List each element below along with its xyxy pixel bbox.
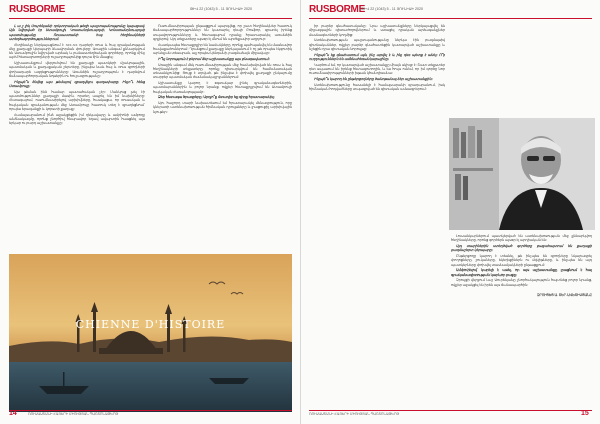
article-paragraph: Այդ տարիներին ստեղծված գործերը բացահայտում են քաղաքի բազմաշերտ կերպարը։	[451, 243, 592, 253]
issue-header: ԹԻՎ 22 (1043) 5 - 11 ՅՈՒՆԻՍԻ 2020	[190, 7, 252, 11]
article-paragraph: Լուսանկարներում պատկերված են ատենախոսության մեջ քննարկվող հեղինակները, որոնց գործերն այսօր էլ արդիական են։	[451, 234, 592, 243]
page-number: 14	[9, 410, 17, 417]
footer-text: ՌՈՒՍԱՍՏԱՆԻ ՀԱՅԵՐԻ ՄԻՈՒԹՅԱՆ ՊԱՇՏՈՆԱԹԵՐԹ	[28, 412, 119, 416]
article-paragraph: Զրույցի վերջում Լաշ Սուրենյանը շնորհակալություն հայտնեց բոլոր նրանց, ովքեր աջակցել են իրեն այս ճանապարհին։	[451, 278, 592, 287]
article-paragraph: Հատկապես հետաքրքիր են նամակները, որոնք պահպանվել են մասնավոր հավաքածուներում։ Դրանցում քաղաքը ներկայանում է ոչ թե որպես էկզոտիկ արևելյան տեսարան, այլ որպես կենդանի, բազմաձայն միջավայր։	[153, 42, 292, 56]
article-paragraph: Ի՞նչ նորություն է բերում ձեր աշխատանքը այս բնագավառում։	[158, 56, 270, 61]
header-rule	[9, 18, 292, 19]
right-page	[300, 0, 600, 424]
article-paragraph: Այո, հաջորդ տարի նախատեսում եմ հրատարակել մենագրություն, որը կներառի ատենախոսության հիմնական դրույթները և լրացուցիչ արխիվային նյութեր։	[153, 101, 292, 114]
article-paragraph: Ատենախոսությունը հասանելի է համալսարանի գրադարանում, իսկ հիմնական հոդվածները տպագրված են գիտական ամսագրերում։	[309, 82, 445, 91]
article-paragraph: Աշխատանքը կարող է օգտակար լինել գրականագետներին, պատմաբաններին և բոլոր նրանց, ովքեր հետաքրքրվում են Ստամբուլի հայկական ժառանգությամբ։	[153, 81, 292, 94]
article-paragraph: Ինչպե՞ս կարող են ընթերցողները ծանոթանալ ձեր աշխատանքին։	[314, 76, 433, 81]
article-paragraph: Կարծում եմ, որ կատարված աշխատանքը միայն սկիզբ է։ Շատ տեքստեր դեռ սպասում են իրենց հետազոտողին, և ես հույս ունեմ, որ իմ գործը նոր ուսումնասիրությունների խթան կհանդիսանա։	[309, 62, 445, 76]
page-number: 15	[581, 410, 589, 417]
article-paragraph: Ընթերցողը կարող է տեսնել, թե ինչպես են գրողները նկարագրել փողոցները, շուկաները, եկեղեցիներն ու մզկիթները, և ինչպես են այդ պատկերները փոխվել տասնամյակների ընթացքում։	[451, 253, 592, 267]
footer-text: ՌՈՒՍԱՍՏԱՆԻ ՀԱՅԵՐԻ ՄԻՈՒԹՅԱՆ ՊԱՇՏՈՆԱԹԵՐԹ	[309, 412, 400, 416]
author-portrait	[449, 118, 595, 230]
article-column-1	[9, 24, 145, 252]
newspaper-logo: RUSBORME	[9, 4, 65, 15]
article-paragraph: Ուսումնասիրության ընթացքում պարզվեց, որ շատ հեղինակներ հատուկ ճանապարհորդություններ են կատարել դեպի Բոսֆոր, գրառել իրենց տպավորությունները և հետագայում դրանք հրատարակել առանձին գրքերով։ Այդ տեքստերը այսօր էլ մնում են արժեքավոր աղբյուր։	[153, 24, 292, 41]
article-column-2	[451, 234, 592, 406]
article-paragraph: Աշխատանքում վերլուծվում են քաղաքի պատկերի մշակութային, պատմական և քաղաքական շերտերը, ինչպես նաև հայ և ռուս գրողների փոխադարձ ազդեցությունները։ Առանձին ուշադրություն է դարձվում ճանապարհորդական նոթերին ու հուշագրությանը։	[9, 61, 145, 79]
article-column-2	[153, 24, 292, 252]
article-paragraph: Այս թեման ինձ համար պատահական չէր։ Մանկուց լսել էի պատմություններ քաղաքի մասին, որտեղ ապրել են իմ նախնիները։ Հետագայում, ուսումնասիրելով արխիվները, հասկացա, որ ռուսական և հայկական գրականության մեջ Ստամբուլը հատուկ տեղ է զբաղեցնում՝ որպես երազանքի և կորստի քաղաք։	[9, 89, 145, 111]
portrait-photo	[449, 118, 595, 230]
footer-rule	[9, 410, 292, 411]
article-paragraph: Ինչպե՞ս ծնվեց այս թեմայով զբաղվելու գաղափարը։ Ինչո՞ւ հենց Ստամբուլը։	[9, 79, 145, 89]
article-paragraph: Հեղինակը ներկայացնում է XIX-XX դարերի ռուս և հայ գրականության մեջ քաղաքի կերպարի ձևավորման փուլերը։ Առաջին անգամ քննարկվում են Ստամբուլին նվիրված արձակ և բանաստեղծական գործերը, որոնք մինչ այժմ հետազոտողների ուշադրությունից դուրս էին մնացել։	[9, 42, 145, 60]
article-paragraph: Լ ա շ լիկ Սուրենյանի դոկտորական թեզի պաշտպանությունը կայացավ։ Այն նվիրված էր Ստամբուլի, Կոստանդնուպոլսի, Կոնստանդնուպոլսի պատմությանը Ռուսաստանի հայ հեղինակների ստեղծագործություններում։	[9, 24, 145, 41]
header-rule	[309, 18, 592, 19]
article-paragraph: Համալսարանում ինձ աջակցեցին իմ ղեկավարը և ամբիոնի ամբողջ անձնակազմը, որոնց շնորհիվ հնարավոր եղավ ավարտին հասցնել այս երկար ու բարդ աշխատանքը։	[9, 112, 145, 126]
book-cover-title: CHIENNE D'HISTOIRE	[75, 318, 226, 331]
article-paragraph: Առաջին անգամ մեկ ուսումնասիրության մեջ համախմբված են ռուս և հայ հեղինակների տեքստերը, որոնք դիտարկվում են համեմատական տեսանկյունից։ Ցույց է տրված, թե ինչպես է փոխվել քաղաքի ընկալումը տարբեր պատմական ժամանակաշրջաններում։	[153, 62, 292, 80]
article-column-1	[309, 24, 445, 406]
article-paragraph: իր բարձր գնահատականը։ Նրա աշխատանքները ներկայացվել են միջազգային գիտաժողովներում և ստացել դրական արձագանքներ մասնագետների կողմից։	[309, 24, 445, 37]
article-paragraph: Ամփոփելով՝ կարելի է ասել, որ այս աշխատանքը լրացնում է հայ գրականագիտության կարևոր բացը։	[451, 268, 592, 277]
issue-header: ԹԻՎ 22 (1043) 5 - 11 ՅՈՒՆԻՍԻ 2020	[361, 7, 423, 11]
article-paragraph: Ատենախոսության պաշտպանությանը ներկա էին բազմաթիվ գիտնականներ, ովքեր բարձր գնահատեցին կատարված աշխատանքը և նշեցին դրա գիտական նորույթը։	[309, 38, 445, 51]
book-cover-image	[9, 254, 292, 412]
istanbul-skyline-illustration	[9, 254, 292, 412]
footer-rule	[309, 410, 592, 411]
author-signature: ԶՐՈՒՑԵՑ Ա. ՏԵՐ-ԱՎԵՏԻՍՅԱՆԸ	[536, 292, 592, 297]
article-paragraph: Ձեր հետագա ծրագրերը։ Արդյո՞ք մտադիր եք գիրք հրատարակել։	[158, 95, 275, 100]
article-paragraph: Ինչպե՞ս եք գնահատում այն, ինչ արվել է և ինչ դեռ պետք է անել։ Ո՞ր ուղղություններն են ամենահեռանկարայինը։	[309, 52, 445, 61]
newspaper-logo: RUSBORME	[309, 4, 365, 15]
